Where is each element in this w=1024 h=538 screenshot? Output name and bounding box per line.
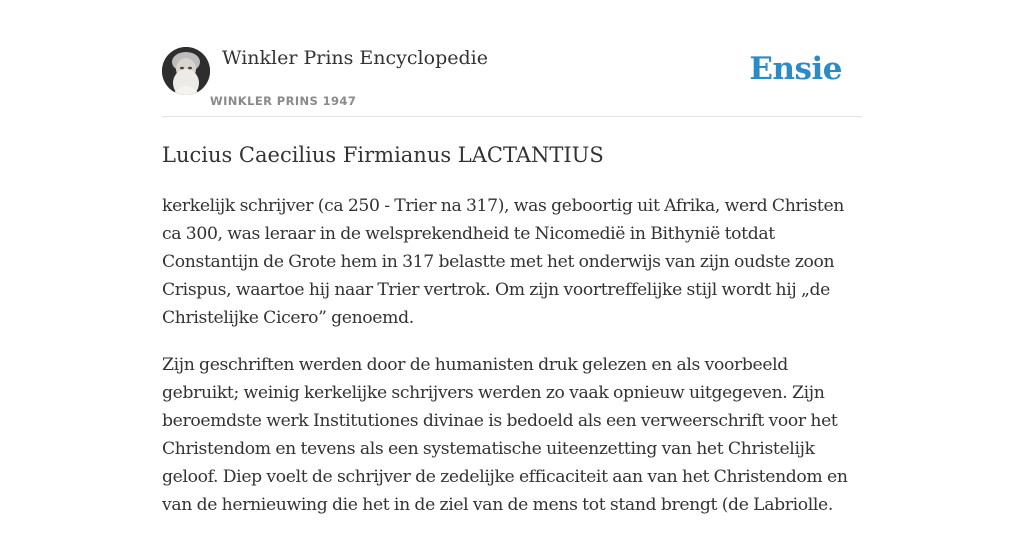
article-paragraph: kerkelijk schrijver (ca 250 - Trier na 317), was geboortig uit Afrika, werd Christen ca 300, was leraar in de welsprekendheid te Nicomedië in Bithynië totdat Constantijn de Grote hem in 317 belastte met het onderwijs van zijn oudste zoon Crispus, waartoe hij naar Trier vertrok. Om zijn voortreffelijke stijl wordt hij „de Christelijke Cicero” genoemd. xyxy=(162,196,845,328)
article-body xyxy=(162,192,862,538)
page-header xyxy=(162,0,862,117)
site-title[interactable]: Winkler Prins Encyclopedie xyxy=(222,47,488,69)
article-paragraph: Zijn geschriften werden door de humanisten druk gelezen en als voorbeeld gebruikt; weinig kerkelijke schrijvers werden zo vaak opnieuw uitgegeven. Zijn beroemdste werk Institutiones divinae is bedoeld als een verweerschrift voor het Christendom en tevens als een systematische uiteenzetting van het Christelijk geloof. Diep voelt de schrijver de zedelijke efficaciteit aan van het Christendom en van de hernieuwing die het in de ziel van de mens tot stand brengt (de Labriolle. xyxy=(162,355,848,515)
brand-logo[interactable]: Ensie xyxy=(749,51,842,87)
author-avatar[interactable] xyxy=(162,47,210,95)
portrait-image xyxy=(162,47,210,95)
article-title: Lucius Caecilius Firmianus LACTANTIUS xyxy=(162,143,604,167)
page-container xyxy=(162,0,862,515)
site-subtitle[interactable]: WINKLER PRINS 1947 xyxy=(210,94,357,108)
